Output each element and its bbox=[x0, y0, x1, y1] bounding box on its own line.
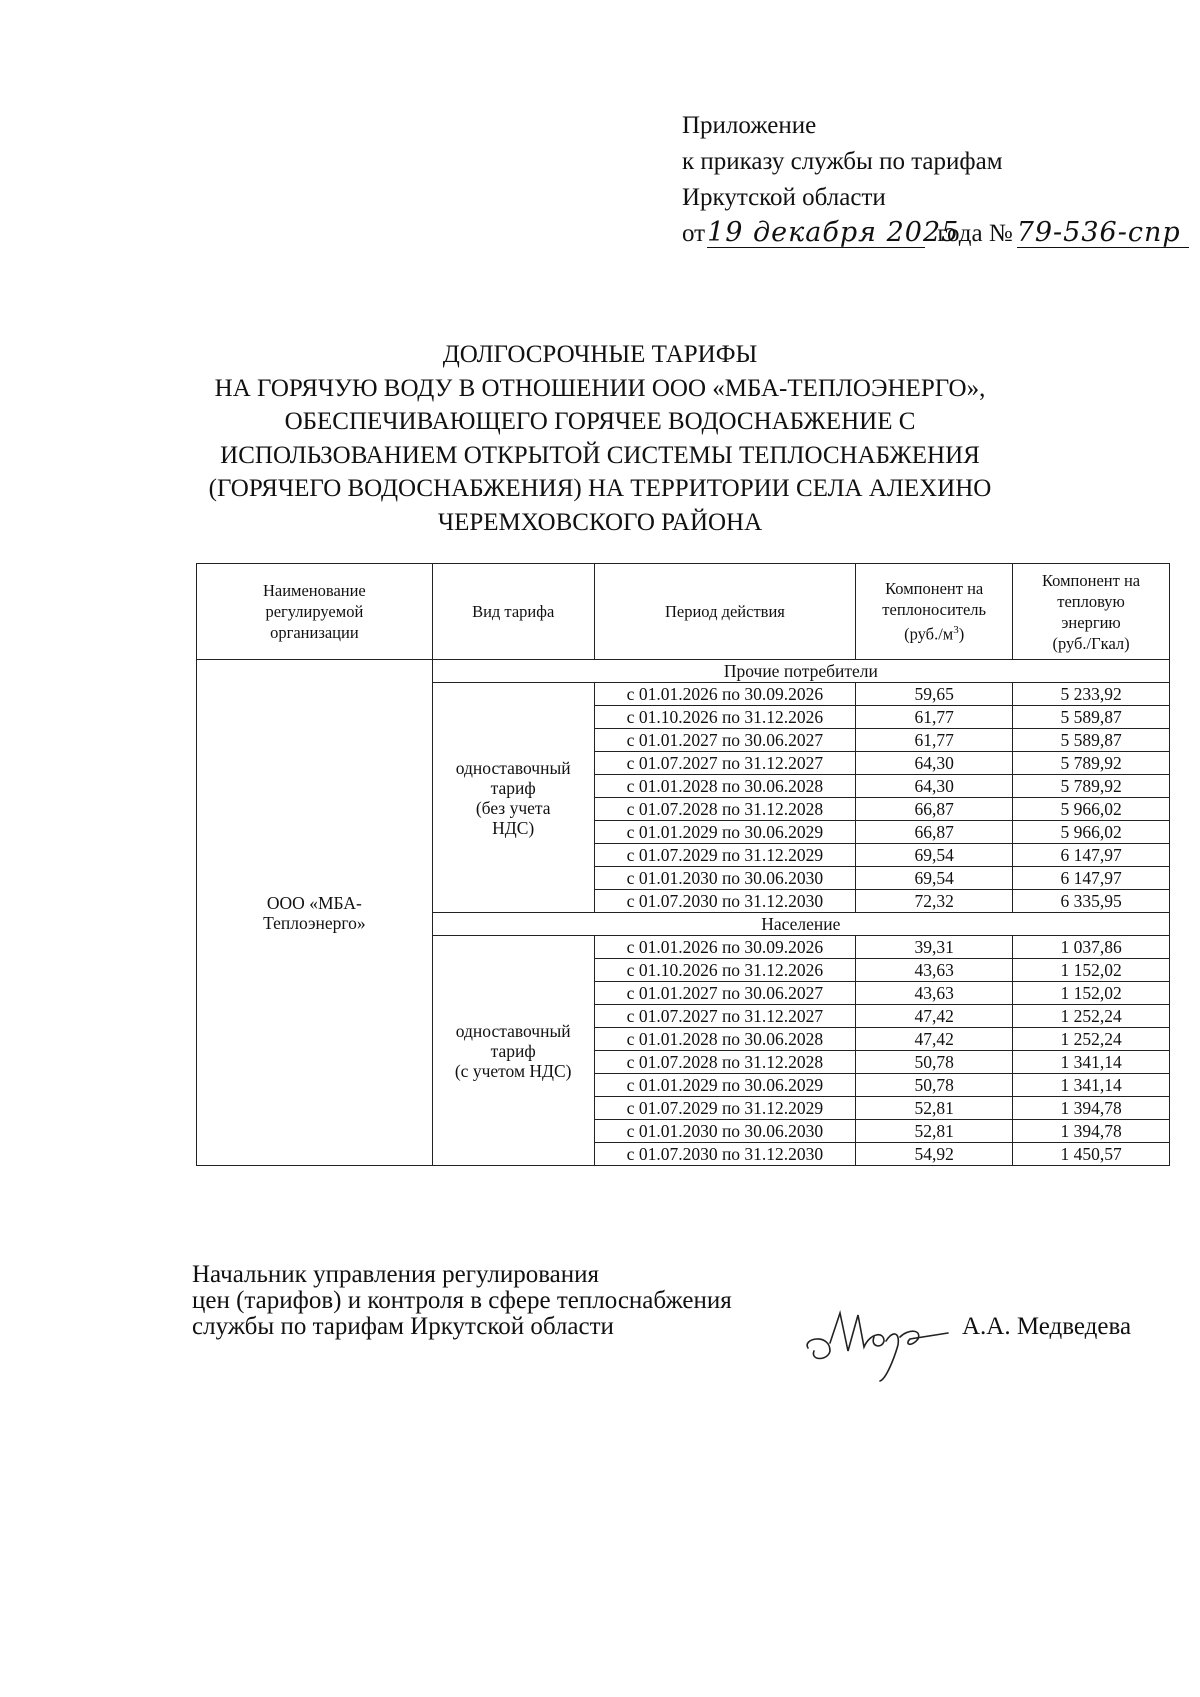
heat-energy-component-cell: 6 147,97 bbox=[1013, 867, 1170, 890]
handwritten-order-number: 79-536-спр bbox=[1017, 219, 1189, 248]
handwritten-signature bbox=[800, 1293, 950, 1383]
title-line: ЧЕРЕМХОВСКОГО РАЙОНА bbox=[437, 508, 763, 536]
coolant-component-cell: 39,31 bbox=[856, 936, 1013, 959]
handwritten-date: 19 декабря 2025 bbox=[707, 217, 960, 248]
consumer-group-label: Прочие потребители bbox=[432, 660, 1169, 683]
header-period: Период действия bbox=[594, 564, 856, 660]
period-cell: с 01.01.2029 по 30.06.2029 bbox=[594, 1074, 856, 1097]
period-cell: с 01.07.2030 по 31.12.2030 bbox=[594, 890, 856, 913]
coolant-component-cell: 54,92 bbox=[856, 1143, 1013, 1166]
coolant-component-cell: 64,30 bbox=[856, 752, 1013, 775]
period-cell: с 01.01.2030 по 30.06.2030 bbox=[594, 867, 856, 890]
tariff-kind-cell: одноставочный тариф (с учетом НДС) bbox=[432, 936, 594, 1166]
table-header-row bbox=[197, 564, 1170, 660]
signer-position-line1: Начальник управления регулирования bbox=[192, 1261, 600, 1288]
heat-energy-component-cell: 1 341,14 bbox=[1013, 1074, 1170, 1097]
period-cell: с 01.07.2029 по 31.12.2029 bbox=[594, 844, 856, 867]
coolant-component-cell: 66,87 bbox=[856, 821, 1013, 844]
coolant-component-cell: 61,77 bbox=[856, 729, 1013, 752]
coolant-component-cell: 66,87 bbox=[856, 798, 1013, 821]
period-cell: с 01.10.2026 по 31.12.2026 bbox=[594, 959, 856, 982]
period-cell: с 01.01.2028 по 30.06.2028 bbox=[594, 775, 856, 798]
period-cell: с 01.01.2026 по 30.09.2026 bbox=[594, 936, 856, 959]
year-number-label: года № bbox=[937, 220, 1013, 247]
heat-energy-component-cell: 1 252,24 bbox=[1013, 1028, 1170, 1051]
signer-name: А.А. Медведева bbox=[962, 1313, 1132, 1340]
heat-energy-component-cell: 1 152,02 bbox=[1013, 959, 1170, 982]
title-line: ДОЛГОСРОЧНЫЕ ТАРИФЫ bbox=[442, 341, 758, 368]
header-coolant-component: Компонент на теплоноситель $(руб./м^3)$ bbox=[856, 564, 1013, 660]
document-title bbox=[150, 338, 1050, 539]
heat-energy-component-cell: 5 966,02 bbox=[1013, 798, 1170, 821]
coolant-component-cell: 69,54 bbox=[856, 867, 1013, 890]
heat-energy-component-cell: 5 966,02 bbox=[1013, 821, 1170, 844]
tariff-kind-cell: одноставочный тариф (без учета НДС) bbox=[432, 683, 594, 913]
period-cell: с 01.01.2027 по 30.06.2027 bbox=[594, 729, 856, 752]
table-body bbox=[197, 660, 1170, 1166]
appendix-title: Приложение bbox=[682, 112, 817, 139]
title-line: ОБЕСПЕЧИВАЮЩЕГО ГОРЯЧЕЕ ВОДОСНАБЖЕНИЕ С bbox=[284, 408, 916, 435]
period-cell: с 01.07.2027 по 31.12.2027 bbox=[594, 1005, 856, 1028]
heat-energy-component-cell: 5 589,87 bbox=[1013, 729, 1170, 752]
period-cell: с 01.01.2028 по 30.06.2028 bbox=[594, 1028, 856, 1051]
header-tariff-kind: Вид тарифа bbox=[432, 564, 594, 660]
from-label: от bbox=[682, 220, 706, 247]
coolant-component-cell: 50,78 bbox=[856, 1074, 1013, 1097]
coolant-component-cell: 64,30 bbox=[856, 775, 1013, 798]
period-cell: с 01.01.2030 по 30.06.2030 bbox=[594, 1120, 856, 1143]
coolant-component-cell: 43,63 bbox=[856, 959, 1013, 982]
coolant-component-cell: 69,54 bbox=[856, 844, 1013, 867]
heat-energy-component-cell: 5 589,87 bbox=[1013, 706, 1170, 729]
period-cell: с 01.01.2026 по 30.09.2026 bbox=[594, 683, 856, 706]
title-line: ИСПОЛЬЗОВАНИЕМ ОТКРЫТОЙ СИСТЕМЫ ТЕПЛОСНАБЖЕНИЯ bbox=[220, 441, 980, 469]
heat-energy-component-cell: 5 233,92 bbox=[1013, 683, 1170, 706]
period-cell: с 01.01.2027 по 30.06.2027 bbox=[594, 982, 856, 1005]
period-cell: с 01.07.2027 по 31.12.2027 bbox=[594, 752, 856, 775]
heat-energy-component-cell: 1 252,24 bbox=[1013, 1005, 1170, 1028]
table-group-row bbox=[197, 660, 1170, 683]
header-organization: Наименование регулируемой организации bbox=[197, 564, 433, 660]
heat-energy-component-cell: 5 789,92 bbox=[1013, 775, 1170, 798]
title-line: (ГОРЯЧЕГО ВОДОСНАБЖЕНИЯ) НА ТЕРРИТОРИИ СЕЛА АЛЕХИНО bbox=[208, 475, 992, 502]
period-cell: с 01.07.2030 по 31.12.2030 bbox=[594, 1143, 856, 1166]
heat-energy-component-cell: 5 789,92 bbox=[1013, 752, 1170, 775]
appendix-date-line bbox=[682, 216, 1189, 252]
heat-energy-component-cell: 1 037,86 bbox=[1013, 936, 1170, 959]
signature-block bbox=[192, 1262, 732, 1340]
coolant-component-cell: 72,32 bbox=[856, 890, 1013, 913]
heat-energy-component-cell: 6 335,95 bbox=[1013, 890, 1170, 913]
appendix-order-ref: к приказу службы по тарифам bbox=[682, 148, 1003, 175]
coolant-component-cell: 59,65 bbox=[856, 683, 1013, 706]
signer-position-line2: цен (тарифов) и контроля в сфере теплоснабжения bbox=[192, 1287, 732, 1314]
consumer-group-label: Население bbox=[432, 913, 1169, 936]
coolant-component-cell: 61,77 bbox=[856, 706, 1013, 729]
coolant-component-cell: 47,42 bbox=[856, 1005, 1013, 1028]
period-cell: с 01.10.2026 по 31.12.2026 bbox=[594, 706, 856, 729]
header-heat-energy-component: Компонент на тепловую энергию (руб./Гкал) bbox=[1013, 564, 1170, 660]
title-line: НА ГОРЯЧУЮ ВОДУ В ОТНОШЕНИИ ООО «МБА-ТЕПЛОЭНЕРГО», bbox=[214, 374, 986, 402]
tariff-table bbox=[196, 563, 1170, 1166]
appendix-header bbox=[682, 108, 1189, 252]
signer-position-line3: службы по тарифам Иркутской области bbox=[192, 1313, 614, 1340]
coolant-component-cell: 52,81 bbox=[856, 1120, 1013, 1143]
heat-energy-component-cell: 1 394,78 bbox=[1013, 1120, 1170, 1143]
organization-cell: ООО «МБА- Теплоэнерго» bbox=[197, 660, 433, 1166]
period-cell: с 01.01.2029 по 30.06.2029 bbox=[594, 821, 856, 844]
heat-energy-component-cell: 6 147,97 bbox=[1013, 844, 1170, 867]
appendix-region: Иркутской области bbox=[682, 184, 886, 211]
heat-energy-component-cell: 1 152,02 bbox=[1013, 982, 1170, 1005]
coolant-component-cell: 47,42 bbox=[856, 1028, 1013, 1051]
heat-energy-component-cell: 1 450,57 bbox=[1013, 1143, 1170, 1166]
coolant-component-cell: 52,81 bbox=[856, 1097, 1013, 1120]
period-cell: с 01.07.2028 по 31.12.2028 bbox=[594, 798, 856, 821]
period-cell: с 01.07.2029 по 31.12.2029 bbox=[594, 1097, 856, 1120]
coolant-component-cell: 50,78 bbox=[856, 1051, 1013, 1074]
coolant-component-cell: 43,63 bbox=[856, 982, 1013, 1005]
heat-energy-component-cell: 1 341,14 bbox=[1013, 1051, 1170, 1074]
heat-energy-component-cell: 1 394,78 bbox=[1013, 1097, 1170, 1120]
period-cell: с 01.07.2028 по 31.12.2028 bbox=[594, 1051, 856, 1074]
